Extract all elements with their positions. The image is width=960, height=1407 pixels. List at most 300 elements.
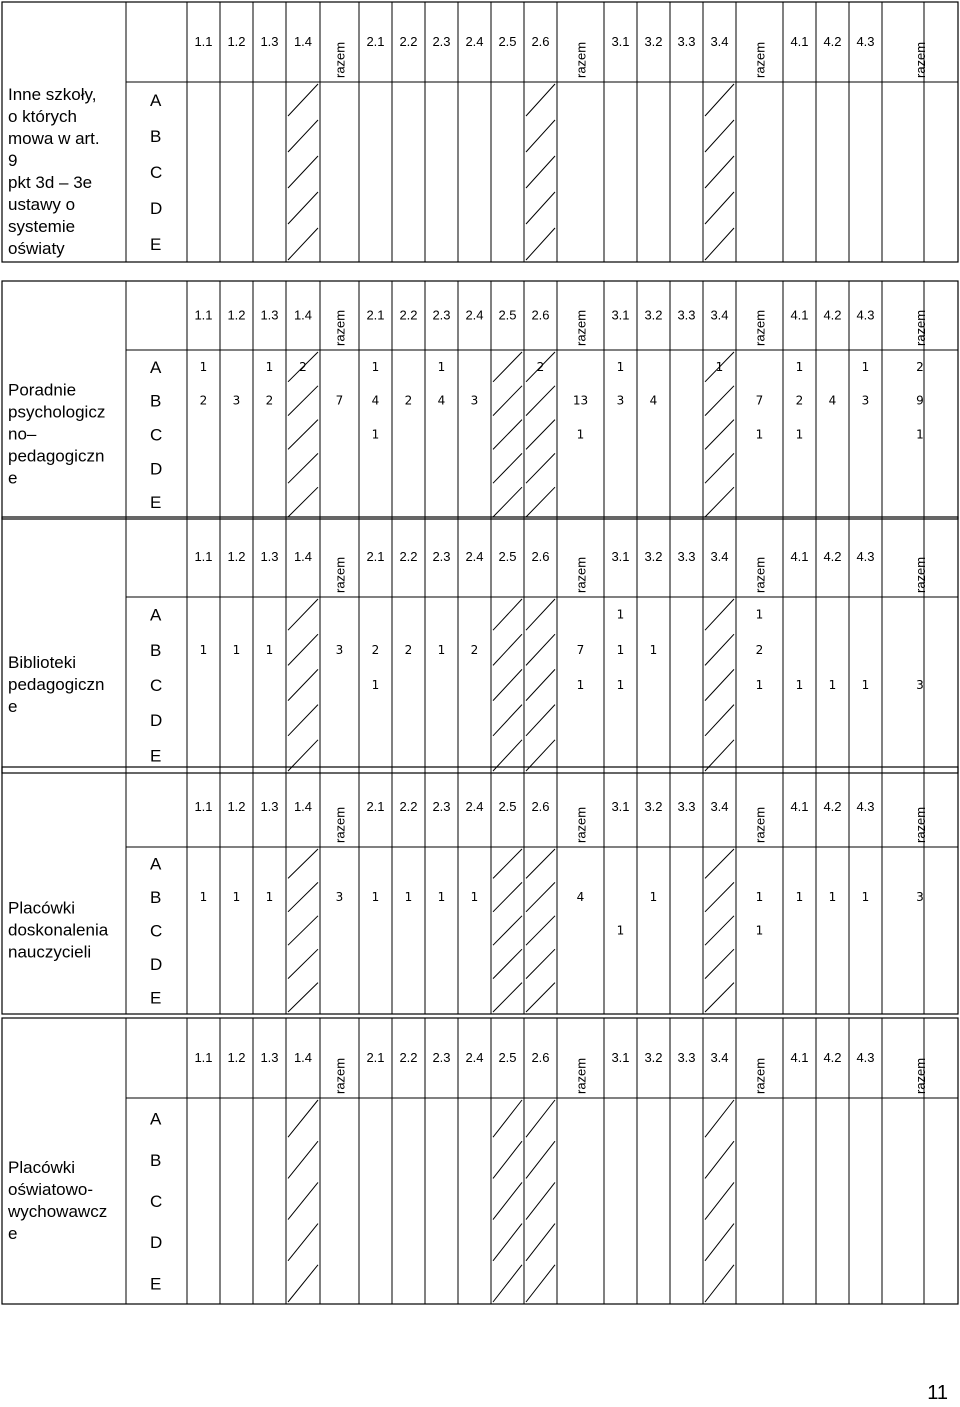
table-cell: 2 (795, 393, 804, 408)
table-cell: 2 (916, 359, 924, 374)
column-header: 2.3 (432, 549, 451, 564)
cell-slash (493, 1100, 522, 1137)
cell-slash (705, 453, 734, 483)
table-cell: 1 (199, 890, 208, 905)
table-cell: 3 (335, 890, 344, 905)
table-cell: 2 (404, 393, 413, 408)
column-header: 1.4 (293, 1050, 313, 1065)
table-cell: 1 (916, 427, 924, 442)
table-cell: 1 (232, 642, 241, 657)
column-header: 2.1 (366, 307, 385, 323)
cell-slash (526, 740, 555, 771)
cell-slash (705, 228, 734, 260)
table-cell: 7 (755, 393, 764, 408)
column-header: 2.3 (432, 34, 451, 49)
cell-slash (705, 983, 734, 1012)
cell-slash (526, 1100, 555, 1137)
row-label: D (150, 199, 163, 218)
row-label: B (150, 888, 162, 908)
cell-slash (493, 420, 522, 450)
cell-slash (288, 849, 318, 878)
cell-slash (705, 156, 734, 188)
cell-slash (705, 84, 734, 116)
table-cell: 2 (371, 642, 380, 657)
column-header: razem (752, 1057, 768, 1094)
cell-slash (493, 949, 522, 978)
cell-slash (705, 949, 734, 978)
table-cell: 1 (616, 678, 625, 692)
column-header: 1.2 (227, 34, 246, 49)
row-label: D (150, 954, 163, 974)
table-cell: 1 (755, 890, 764, 905)
cell-slash (493, 487, 522, 517)
cell-slash (526, 487, 555, 517)
column-header: razem (332, 1057, 348, 1094)
table-cell: 3 (616, 393, 625, 408)
column-header: 1.1 (194, 549, 213, 564)
cell-slash (493, 1182, 522, 1219)
row-label: D (150, 711, 163, 731)
section-title-line: Biblioteki (8, 653, 77, 672)
table-cell: 4 (371, 393, 380, 408)
cell-slash (288, 84, 318, 116)
table-cell: 1 (232, 890, 241, 905)
column-header: 4.3 (856, 34, 875, 49)
cell-slash (493, 453, 522, 483)
cell-slash (288, 983, 318, 1012)
table-cell: 3 (916, 678, 924, 692)
cell-slash (705, 634, 734, 665)
row-label: A (150, 357, 162, 377)
cell-slash (705, 1224, 734, 1261)
column-header: razem (332, 556, 348, 593)
column-header: razem (752, 556, 768, 593)
column-header: 4.3 (856, 307, 875, 323)
table-cell: 1 (715, 359, 724, 374)
cell-slash (288, 882, 318, 911)
column-header: 3.3 (677, 34, 696, 49)
cell-slash (288, 453, 318, 483)
column-header: razem (752, 41, 768, 78)
column-header: 4.3 (856, 549, 875, 564)
row-label: D (150, 459, 163, 479)
column-header: razem (913, 806, 928, 843)
cell-slash (288, 1100, 318, 1137)
cell-slash (705, 916, 734, 945)
section-3 (2, 517, 958, 773)
table-cell: 1 (649, 642, 658, 657)
row-label: E (150, 235, 162, 254)
column-header: 1.4 (293, 34, 313, 49)
section-title-line: wychowawcz (8, 1202, 108, 1221)
column-header: 2.5 (498, 799, 517, 814)
table-cell: 1 (755, 427, 764, 442)
table-cell: 1 (371, 678, 380, 692)
table-cell: 1 (371, 890, 380, 905)
table-cell: 3 (470, 393, 479, 408)
column-header: 3.2 (644, 307, 663, 323)
column-header: 1.3 (260, 34, 279, 49)
cell-slash (288, 705, 318, 736)
column-header: 2.2 (399, 799, 418, 814)
cell-slash (288, 386, 318, 416)
table-cell: 1 (616, 359, 625, 374)
row-label: C (150, 676, 163, 695)
column-header: 1.4 (293, 549, 313, 564)
column-header: 1.3 (260, 1050, 279, 1065)
row-label: D (150, 1233, 163, 1253)
column-header: 2.5 (498, 34, 517, 49)
cell-slash (705, 882, 734, 911)
column-header: 2.6 (531, 34, 550, 49)
column-header: 3.2 (644, 1050, 663, 1065)
table-cell: 1 (861, 359, 870, 374)
table-cell: 1 (795, 678, 804, 692)
row-label: A (150, 91, 162, 110)
table-cell: 4 (437, 393, 446, 408)
cell-slash (705, 1265, 734, 1302)
cell-slash (705, 849, 734, 878)
cell-slash (705, 1141, 734, 1178)
table-cell: 2 (470, 642, 479, 657)
section-title-line: mowa w art. (8, 129, 100, 148)
column-header: 4.1 (790, 307, 809, 323)
section-title-line: psychologicz (8, 402, 106, 422)
row-label: E (150, 1274, 162, 1294)
cell-slash (288, 487, 318, 517)
row-label: E (150, 746, 162, 766)
table-cell: 1 (616, 923, 625, 938)
column-header: 2.2 (399, 307, 418, 323)
column-header: 4.1 (790, 1050, 809, 1065)
section-title-line: e (8, 697, 18, 716)
column-header: 3.3 (677, 549, 696, 564)
row-label: A (150, 1109, 162, 1129)
table-cell: 9 (916, 393, 924, 408)
column-header: razem (913, 309, 928, 346)
table-cell: 1 (616, 607, 625, 622)
table-cell: 1 (371, 427, 380, 442)
cell-slash (526, 120, 555, 152)
section-title-line: Placówki (8, 898, 76, 918)
table-cell: 1 (437, 359, 446, 374)
table-cell: 2 (755, 642, 764, 657)
cell-slash (526, 386, 555, 416)
table-cell: 1 (265, 359, 274, 374)
row-label: E (150, 988, 162, 1008)
cell-slash (526, 669, 555, 700)
cell-slash (705, 1182, 734, 1219)
cell-slash (526, 420, 555, 450)
table-cell: 1 (576, 678, 585, 692)
column-header: 3.3 (677, 799, 696, 814)
table-cell: 4 (576, 890, 585, 905)
cell-slash (526, 916, 555, 945)
column-header: razem (752, 806, 768, 843)
column-header: 4.2 (823, 549, 842, 564)
column-header: 2.3 (432, 799, 451, 814)
column-header: 2.2 (399, 549, 418, 564)
section-title-line: nauczycieli (8, 942, 92, 962)
cell-slash (493, 634, 522, 665)
column-header: razem (573, 1057, 589, 1094)
column-header: 1.3 (260, 549, 279, 564)
section-title-line: oświatowo- (8, 1180, 94, 1199)
column-header: 3.4 (710, 1050, 729, 1065)
column-header: 3.3 (677, 307, 696, 323)
cell-slash (493, 1141, 522, 1178)
column-header: 3.1 (611, 307, 630, 323)
table-cell: 1 (265, 890, 274, 905)
column-header: 4.2 (823, 799, 842, 814)
column-header: 2.6 (531, 307, 550, 323)
cell-slash (526, 192, 555, 224)
cell-slash (288, 916, 318, 945)
section-title-line: Placówki (8, 1158, 76, 1177)
table-cell: 1 (437, 890, 446, 905)
column-header: 4.1 (790, 549, 809, 564)
table-cell: 2 (404, 642, 413, 657)
cell-slash (705, 669, 734, 700)
cell-slash (526, 228, 555, 260)
section-5 (2, 1018, 958, 1304)
column-header: razem (573, 806, 589, 843)
cell-slash (288, 156, 318, 188)
column-header: 3.4 (710, 549, 729, 564)
cell-slash (493, 669, 522, 700)
cell-slash (705, 1100, 734, 1137)
section-title-line: 9 (8, 151, 18, 170)
column-header: 1.1 (194, 34, 213, 49)
row-label: B (150, 391, 162, 411)
column-header: 1.2 (227, 549, 246, 564)
row-label: B (150, 127, 162, 146)
section-title-line: doskonalenia (8, 920, 109, 940)
cell-slash (526, 949, 555, 978)
column-header: 2.2 (399, 34, 418, 49)
cell-slash (526, 882, 555, 911)
cell-slash (705, 599, 734, 630)
cell-slash (493, 1265, 522, 1302)
section-title-line: e (8, 1224, 18, 1243)
column-header: razem (332, 41, 348, 78)
row-label: A (150, 854, 162, 874)
column-header: 2.3 (432, 1050, 451, 1065)
column-header: 3.4 (710, 34, 729, 49)
table-cell: 1 (470, 890, 479, 905)
column-header: 3.1 (611, 34, 630, 49)
cell-slash (288, 740, 318, 771)
cell-slash (493, 352, 522, 382)
column-header: 3.1 (611, 549, 630, 564)
table-cell: 1 (371, 359, 380, 374)
cell-slash (288, 420, 318, 450)
cell-slash (526, 1265, 555, 1302)
column-header: razem (913, 556, 928, 593)
cell-slash (288, 949, 318, 978)
cell-slash (288, 1224, 318, 1261)
table-cell: 1 (828, 890, 837, 905)
column-header: 4.2 (823, 307, 842, 323)
cell-slash (493, 983, 522, 1012)
table-cell: 1 (795, 890, 804, 905)
column-header: 2.4 (465, 1050, 484, 1065)
section-title-line: Poradnie (8, 380, 77, 400)
cell-slash (705, 120, 734, 152)
section-title-line: systemie (8, 217, 76, 236)
cell-slash (705, 420, 734, 450)
column-header: 4.3 (856, 1050, 875, 1065)
cell-slash (526, 983, 555, 1012)
column-header: 3.2 (644, 34, 663, 49)
column-header: 3.1 (611, 799, 630, 814)
cell-slash (705, 386, 734, 416)
table-cell: 2 (299, 359, 307, 374)
column-header: 1.4 (293, 307, 313, 323)
table-cell: 1 (437, 642, 446, 657)
row-label: C (150, 163, 163, 182)
table-cell: 2 (265, 393, 274, 408)
cell-slash (493, 599, 522, 630)
cell-slash (493, 705, 522, 736)
table-cell: 1 (861, 890, 870, 905)
row-label: C (150, 1192, 163, 1211)
column-header: 4.1 (790, 799, 809, 814)
cell-slash (526, 1224, 555, 1261)
cell-slash (288, 634, 318, 665)
table-cell: 1 (755, 923, 764, 938)
cell-slash (493, 740, 522, 771)
column-header: 2.6 (531, 799, 550, 814)
cell-slash (526, 599, 555, 630)
section-title-line: pedagogiczn (8, 675, 105, 694)
column-header: 2.5 (498, 549, 517, 564)
table-cell: 3 (916, 890, 924, 905)
cell-slash (526, 1141, 555, 1178)
column-header: 2.3 (432, 307, 451, 323)
column-header: razem (573, 41, 589, 78)
row-label: E (150, 493, 162, 513)
table-cell: 1 (795, 427, 804, 442)
table-cell: 1 (576, 427, 585, 442)
column-header: 3.2 (644, 799, 663, 814)
column-header: 2.5 (498, 307, 517, 323)
cell-slash (288, 599, 318, 630)
column-header: 4.2 (823, 34, 842, 49)
section-title-line: Inne szkoły, (8, 85, 97, 104)
cell-slash (493, 386, 522, 416)
cell-slash (526, 84, 555, 116)
column-header: 3.2 (644, 549, 663, 564)
section-title-line: e (8, 468, 18, 488)
column-header: 2.1 (366, 549, 385, 564)
column-header: 2.4 (465, 34, 484, 49)
table-cell: 3 (232, 393, 241, 408)
column-header: 2.4 (465, 307, 484, 323)
cell-slash (705, 487, 734, 517)
table-cell: 4 (828, 393, 837, 408)
column-header: 1.2 (227, 307, 246, 323)
cell-slash (288, 1182, 318, 1219)
column-header: 2.5 (498, 1050, 517, 1065)
section-2 (2, 281, 958, 519)
table-cell: 3 (335, 642, 344, 657)
table-cell: 1 (649, 890, 658, 905)
table-cell: 2 (199, 393, 208, 408)
column-header: razem (332, 806, 348, 843)
table-cell: 7 (335, 393, 344, 408)
table-cell: 2 (536, 359, 545, 374)
cell-slash (288, 669, 318, 700)
column-header: 4.2 (823, 1050, 842, 1065)
column-header: 3.3 (677, 1050, 696, 1065)
table-cell: 1 (755, 678, 764, 692)
table-cell: 1 (199, 359, 208, 374)
row-label: C (150, 425, 163, 445)
cell-slash (493, 849, 522, 878)
column-header: 1.3 (260, 307, 279, 323)
section-4 (2, 767, 958, 1014)
column-header: 3.4 (710, 799, 729, 814)
table-cell: 1 (616, 642, 625, 657)
column-header: razem (752, 309, 768, 346)
column-header: 1.4 (293, 799, 313, 814)
cell-slash (526, 634, 555, 665)
column-header: razem (913, 1057, 928, 1094)
column-header: 2.6 (531, 549, 550, 564)
section-title-line: ustawy o (8, 195, 76, 214)
column-header: 2.2 (399, 1050, 418, 1065)
table-cell: 1 (265, 642, 274, 657)
table-cell: 1 (199, 642, 208, 657)
column-header: 1.1 (194, 307, 213, 323)
cell-slash (493, 916, 522, 945)
cell-slash (705, 192, 734, 224)
column-header: 4.3 (856, 799, 875, 814)
section-1 (2, 2, 958, 262)
column-header: 2.4 (465, 549, 484, 564)
column-header: 2.1 (366, 799, 385, 814)
column-header: 3.1 (611, 1050, 630, 1065)
section-title-line: no– (8, 424, 37, 444)
column-header: 1.3 (260, 799, 279, 814)
column-header: 4.1 (790, 34, 809, 49)
column-header: 1.1 (194, 1050, 213, 1065)
cell-slash (705, 705, 734, 736)
row-label: A (150, 605, 162, 625)
section-title-line: pedagogiczn (8, 446, 105, 466)
section-title-line: oświaty (8, 239, 65, 258)
section-title-line: o których (8, 107, 77, 126)
table-cell: 4 (649, 393, 658, 408)
column-header: 2.6 (531, 1050, 550, 1065)
cell-slash (493, 882, 522, 911)
row-label: B (150, 1150, 162, 1170)
table-cell: 1 (755, 607, 764, 622)
section-title-line: pkt 3d – 3e (8, 173, 93, 192)
cell-slash (526, 705, 555, 736)
table-cell: 1 (861, 678, 870, 692)
cell-slash (526, 849, 555, 878)
table-cell: 1 (795, 359, 804, 374)
cell-slash (288, 120, 318, 152)
row-label: C (150, 921, 163, 941)
table-cell: 7 (576, 642, 585, 657)
column-header: razem (573, 556, 589, 593)
column-header: 3.4 (710, 307, 729, 323)
column-header: 2.4 (465, 799, 484, 814)
page-number: 11 (927, 1382, 948, 1404)
